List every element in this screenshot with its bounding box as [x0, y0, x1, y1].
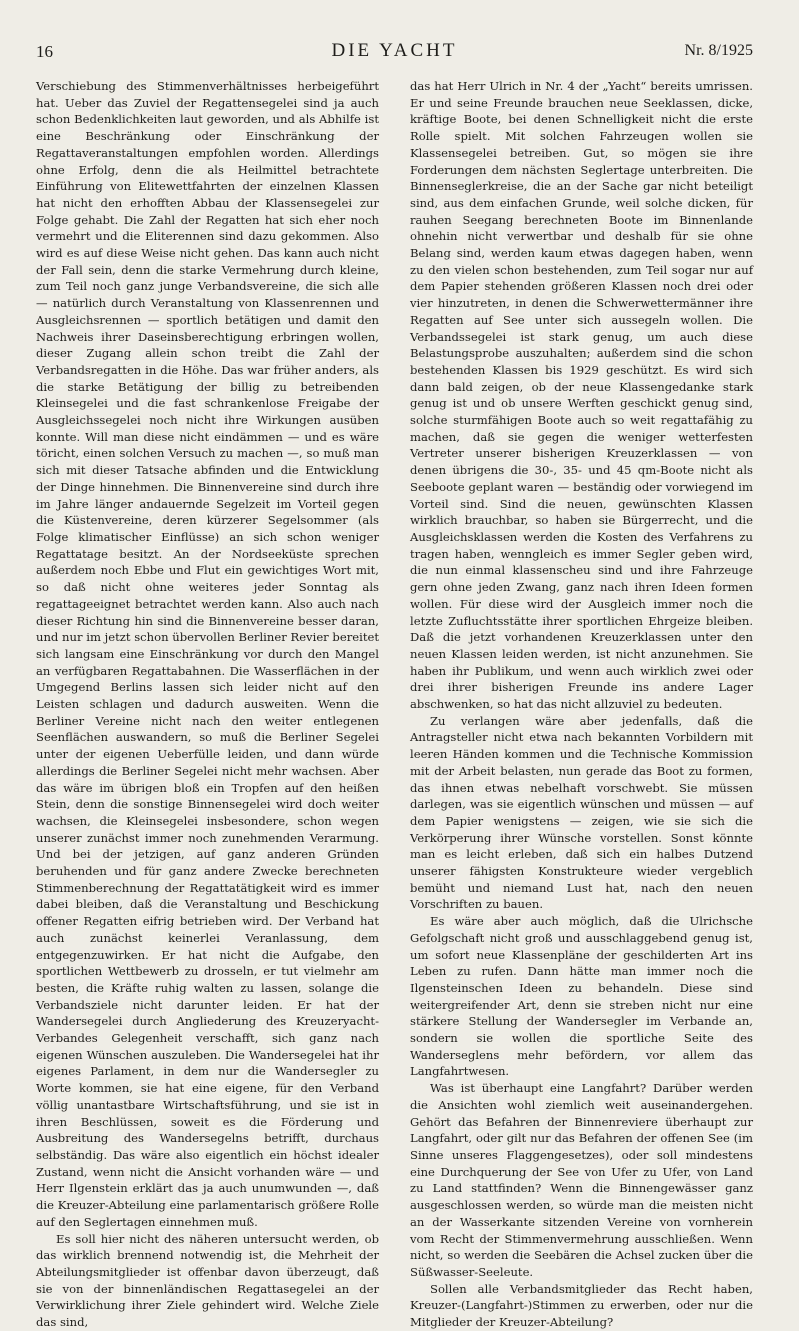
issue-number: Nr. 8/1925 — [684, 42, 753, 59]
text-columns — [36, 78, 753, 1331]
journal-title: DIE YACHT — [331, 40, 458, 61]
body-paragraph: Sollen alle Verbandsmitglieder das Recht haben, Kreuzer-(Langfahrt-)Stimmen zu erwerben, oder nur die Mitglieder der Kreuzer-Abteilung? — [410, 1281, 753, 1330]
body-paragraph: Was ist überhaupt eine Langfahrt? Darüber werden die Ansichten wohl ziemlich weit auseinandergehen. Gehört das Befahren der Binnenreviere überhaupt zur Langfahrt, oder gilt nur das Befahren der offenen See (im Sinne unseres Flaggengesetzes), oder soll mindestens eine Durchquerung der See von Ufer zu Ufer, von Land zu Land stattfinden? Wenn die Binnengewässer ganz ausgeschlossen werden, so würde man die meisten nicht an der Wasserkante sitzenden Vereine von vornherein vom Recht der Stimmenvermehrung ausschließen. Wenn nicht, so werden die Seebären die Achsel zucken über die Süßwasser-Seeleute. — [410, 1081, 753, 1279]
body-paragraph: Verschiebung des Stimmenverhältnisses herbeigeführt hat. Ueber das Zuviel der Regattensegelei sind ja auch schon Bedenklichkeiten laut geworden, und als Abhilfe ist eine Beschränkung oder Einschränkung der Regattaveranstaltungen empfohlen worden. Allerdings ohne Erfolg, denn die als Heilmittel betrachtete Einführung von Elitewettfahrten der einzelnen Klassen hat nicht den erhofften Abbau der Klassensegelei zur Folge gehabt. Die Zahl der Regatten hat sich eher noch vermehrt und die Eliterennen sind dazu gekommen. Also wird es auf diese Weise nicht gehen. Das kann auch nicht der Fall sein, denn die starke Vermehrung durch kleine, zum Teil noch ganz junge Verbandsvereine, die sich alle — natürlich durch Veranstaltung von Klassenrennen und Ausgleichsrennen — sportlich betätigen und damit den Nachweis ihrer Daseinsberechtigung erbringen wollen, dieser Zugang allein schon treibt die Zahl der Verbandsregatten in die Höhe. Das war früher anders, als die starke Betätigung der billig zu betreibenden Kleinsegelei und die fast schrankenlose Freigabe der Ausgleichssegelei noch nicht ihre Wirkungen ausüben konnte. Will man diese nicht eindämmen — und es wäre töricht, einen solchen Versuch zu machen —, so muß man sich mit dieser Tatsache abfinden und die Entwicklung der Dinge hinnehmen. Die Binnenvereine sind durch ihre im Jahre länger andauernde Segelzeit im Vorteil gegen die Küstenvereine, deren kürzerer Segelsommer (als Folge klimatischer Einflüsse) an sich schon weniger Regattatage besitzt. An der Nordseeküste sprechen außerdem noch Ebbe und Flut ein gewichtiges Wort mit, so daß nicht ohne weiteres jeder Sonntag als regattageeignet betrachtet werden kann. Also auch nach dieser Richtung hin sind die Binnenvereine besser daran, und nur im jetzt schon übervollen Berliner Revier bereitet sich langsam eine Einschränkung vor durch den Mangel an verfügbaren Regattabahnen. Die Wasserflächen in der Umgegend Berlins lassen sich leider nicht auf den Leisten schlagen und dadurch ausweiten. Wenn die Berliner Vereine nicht nach den weiter entlegenen Seenflächen auswandern, so muß die Berliner Segelei unter der eigenen Ueberfülle leiden, und dann würde allerdings die Berliner Segelei nicht mehr wachsen. Aber das wäre im übrigen bloß ein Tropfen auf den heißen Stein, denn die sonstige Binnensegelei wird doch weiter wachsen, die Kleinsegelei insbesondere, schon wegen unserer zunächst immer noch zunehmenden Verarmung. Und bei der jetzigen, auf ganz anderen Gründen beruhenden und für ganz andere Zwecke berechneten Stimmenberechnung der Regattatätigkeit wird es immer dabei bleiben, daß die Veranstaltung und Beschickung offener Regatten eifrig betrieben wird. Der Verband hat auch zunächst keinerlei Veranlassung, dem entgegenzuwirken. Er hat nicht die Aufgabe, den sportlichen Wettbewerb zu drosseln, er tut vielmehr am besten, die Kräfte ruhig walten zu lassen, solange die Verbandsziele nicht darunter leiden. Er hat der Wandersegelei durch Angliederung des Kreuzeryacht-Verbandes Gelegenheit verschafft, sich ganz nach eigenen Wünschen auszuleben. Die Wandersegelei hat ihr eigenes Parlament, in dem nur die Wandersegler zu Worte kommen, sie hat eine eigene, für den Verband völlig unantastbare Wirtschaftsführung, und sie ist in ihren Beschlüssen, soweit es die Förderung und Ausbreitung des Wandersegelns betrifft, durchaus selbständig. Das wäre also eigentlich ein höchst idealer Zustand, wenn nicht die Ansicht vorhanden wäre — und Herr Ilgenstein erklärt das ja auch unumwunden —, daß die Kreuzer-Abteilung eine parlamentarisch größere Rolle auf den Seglertagen einnehmen muß. — [36, 79, 379, 1229]
right-column — [410, 78, 753, 1331]
left-column — [36, 78, 379, 1331]
body-paragraph: das hat Herr Ulrich in Nr. 4 der „Yacht“ bereits umrissen. Er und seine Freunde brauchen neue Seeklassen, dicke, kräftige Boote, bei denen Schnelligkeit nicht die erste Rolle spielt. Mit solchen Fahrzeugen wollen sie Klassensegelei betreiben. Gut, so mögen sie ihre Forderungen dem nächsten Seglertage unterbreiten. Die Binnenseglerkreise, die an der Sache gar nicht beteiligt sind, aus dem einfachen Grunde, weil solche dicken, für rauhen Seegang berechneten Boote im Binnenlande ohnehin nicht verwertbar und deshalb für sie ohne Belang sind, werden kaum etwas dagegen haben, wenn zu den vielen schon bestehenden, zum Teil sogar nur auf dem Papier stehenden größeren Klassen noch drei oder vier hinzutreten, in denen die Schwerwettermänner ihre Regatten auf See unter sich aussegeln wollen. Die Verbandssegelei ist stark genug, um auch diese Belastungsprobe auszuhalten; außerdem sind die schon bestehenden Klassen bis 1929 geschützt. Es wird sich dann bald zeigen, ob der neue Klassengedanke stark genug ist und ob unsere Werften geschickt genug sind, solche sturmfähigen Boote auch so weit regattafähig zu machen, daß sie gegen die weniger wetterfesten Vertreter unserer bisherigen Kreuzerklassen — von denen übrigens die 30-, 35- und 45 qm-Boote nicht als Seeboote geplant waren — beständig oder vorwiegend im Vorteil sind. Sind die neuen, gewünschten Klassen wirklich brauchbar, so haben sie Bürgerrecht, und die Ausgleichsklassen werden die Kosten des Verfahrens zu tragen haben, wenngleich es immer Segler geben wird, die nun einmal klassenscheu sind und ihre Fahrzeuge gern ohne jeden Zwang, ganz nach ihren Ideen formen wollen. Für diese wird der Ausgleich immer noch die letzte Zufluchtsstätte ihrer sportlichen Ehrgeize bleiben. Daß die jetzt vorhandenen Kreuzerklassen unter den neuen Klassen leiden werden, ist nicht anzunehmen. Sie haben ihr Publikum, und wenn auch wirklich zwei oder drei ihrer bisherigen Freunde ins andere Lager abschwenken, so hat das nicht allzuviel zu bedeuten. — [410, 79, 753, 712]
page-number: 16 — [36, 42, 53, 61]
body-paragraph: Zu verlangen wäre aber jedenfalls, daß die Antragsteller nicht etwa nach bekannten Vorbildern mit leeren Händen kommen und die Technische Kommission mit der Arbeit belasten, nun gerade das Boot zu formen, das ihnen etwas nebelhaft vorschwebt. Sie müssen darlegen, was sie eigentlich wünschen und müssen — auf dem Papier wenigstens — zeigen, wie sie sich die Verkörperung ihrer Wünsche vorstellen. Sonst könnte man es leicht erleben, daß sich ein halbes Dutzend unserer fähigsten Konstrukteure wieder vergeblich bemüht und niemand Lust hat, nach den neuen Vorschriften zu bauen. — [410, 713, 753, 912]
body-paragraph: Es soll hier nicht des näheren untersucht werden, ob das wirklich brennend notwendig ist, die Mehrheit der Abteilungsmitglieder ist offenbar davon überzeugt, daß sie von der binnenländischen Regattasegelei an der Verwirklichung ihrer Ziele gehindert wird. Welche Ziele das sind, — [36, 1231, 379, 1330]
page-header — [36, 42, 753, 68]
body-paragraph: Es wäre aber auch möglich, daß die Ulrichsche Gefolgschaft nicht groß und ausschlaggebend genug ist, um sofort neue Klassenpläne der geschilderten Art ins Leben zu rufen. Dann hätte man immer noch die Ilgensteinschen Ideen zu behandeln. Diese sind weitergreifender Art, denn sie streben nicht nur eine stärkere Stellung der Wandersegler im Verbande an, sondern sie wollen die sportliche Seite des Wanderseglens mehr befördern, vor allem das Langfahrtwesen. — [410, 914, 753, 1079]
